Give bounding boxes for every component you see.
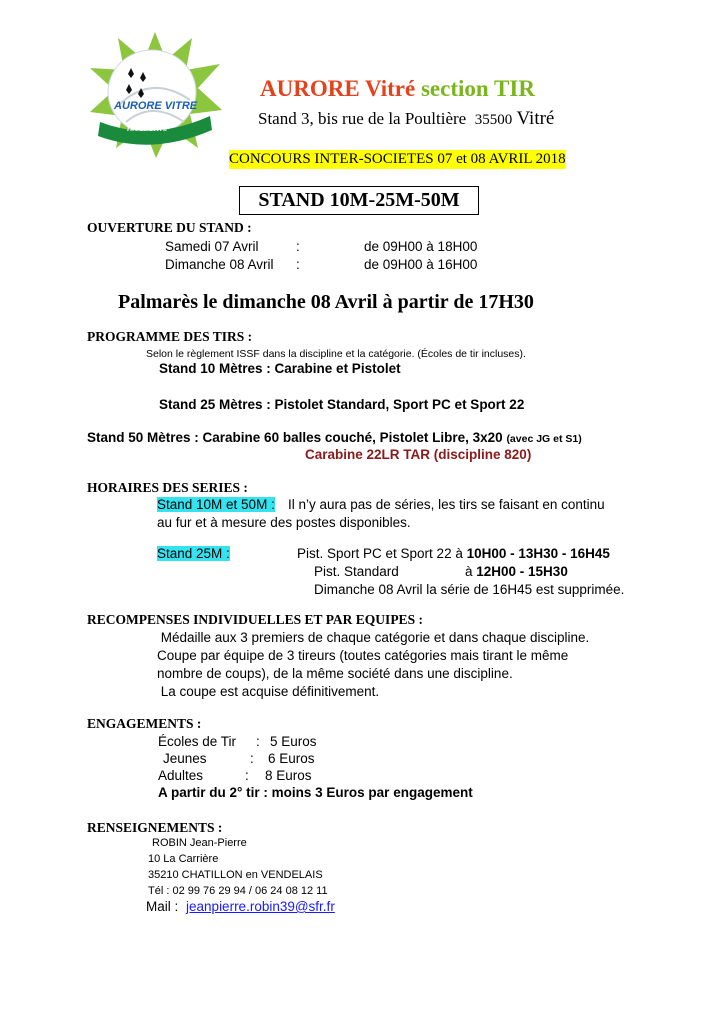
engagement-label-ecoles: Écoles de Tir [158,734,237,749]
recompenses-heading: RECOMPENSES INDIVIDUELLES ET PAR EQUIPES : [87,612,423,627]
address-city: Vitré [516,108,555,129]
opening-hours-2: de 09H00 à 16H00 [364,257,478,272]
section-name: section TIR [420,76,535,101]
engagement-sep-ecoles: : [256,734,260,749]
horaires-25-line2-prefix: Pist. Standard [314,564,399,579]
logo-text-bottom: TIR SPORTIF [126,126,170,133]
mail-label: Mail : [146,899,179,914]
programme-stand-50-red: Carabine 22LR TAR (discipline 820) [305,447,532,462]
mail-link[interactable]: jeanpierre.robin39@sfr.fr [186,899,335,914]
programme-intro: Selon le règlement ISSF dans la discipline et la catégorie. (Écoles de tir incluses). [146,348,526,360]
horaires-text-10-50-1: Il n’y aura pas de séries, les tirs se faisant en continu [288,497,605,512]
programme-stand-10: Stand 10 Mètres : Carabine et Pistolet [159,361,401,376]
horaires-25-line1-times: 10H00 - 13H30 - 16H45 [466,546,610,561]
horaires-25-line2-times: 12H00 - 15H30 [476,564,568,579]
opening-day-1: Samedi 07 Avril [165,239,259,254]
contact-phone: Tél : 02 99 76 29 94 / 06 24 08 12 11 [148,885,328,897]
engagement-price-ecoles: 5 Euros [270,734,317,749]
opening-hours-1: de 09H00 à 18H00 [364,239,478,254]
contact-mail [146,899,335,914]
engagement-price-jeunes: 6 Euros [268,751,315,766]
horaires-25-line3: Dimanche 08 Avril la série de 16H45 est supprimée. [314,582,625,597]
engagement-label-adultes: Adultes [158,768,204,783]
horaires-25-line2 [465,564,568,579]
recompenses-line-2: Coupe par équipe de 3 tireurs (toutes catégories mais tirant le même [157,648,569,663]
club-title [260,76,535,102]
engagement-price-adultes: 8 Euros [265,768,312,783]
engagement-discount: A partir du 2° tir : moins 3 Euros par engagement [158,785,473,800]
renseignements-heading: RENSEIGNEMENTS : [87,820,223,835]
programme-stand-50 [87,430,582,445]
horaires-heading: HORAIRES DES SERIES : [87,480,248,495]
engagement-sep-adultes: : [245,768,249,783]
club-name: AURORE Vitré [260,76,416,101]
engagements-heading: ENGAGEMENTS : [87,716,202,731]
logo-text-top: AURORE VITRE [114,100,198,112]
programme-heading: PROGRAMME DES TIRS : [87,329,253,344]
horaires-25-line1 [297,546,610,561]
horaires-text-10-50-2: au fur et à mesure des postes disponibles. [157,515,411,530]
opening-sep-2: : [296,257,300,272]
stand-box: STAND 10M-25M-50M [239,186,479,215]
horaires-label-10-50: Stand 10M et 50M : [157,497,275,512]
engagement-sep-jeunes: : [250,751,254,766]
contact-street: 10 La Carrière [148,853,219,865]
club-logo [86,30,224,160]
engagement-label-jeunes: Jeunes [163,751,207,766]
address-street: Stand 3, bis rue de la Poultière [258,109,467,128]
recompenses-line-1: Médaille aux 3 premiers de chaque catégorie et dans chaque discipline. [157,630,590,645]
programme-stand-50-note: (avec JG et S1) [506,433,582,445]
address-postcode: 35500 [474,112,513,128]
event-title: CONCOURS INTER-SOCIETES 07 et 08 AVRIL 2018 [229,151,566,167]
opening-sep-1: : [296,239,300,254]
recompenses-line-4: La coupe est acquise définitivement. [157,684,380,699]
opening-day-2: Dimanche 08 Avril [165,257,274,272]
programme-stand-50-text: Stand 50 Mètres : Carabine 60 balles couché, Pistolet Libre, 3x20 [87,430,503,445]
opening-heading: OUVERTURE DU STAND : [87,220,252,235]
recompenses-line-3: nombre de coups), de la même société dans une discipline. [157,666,513,681]
palmares-line: Palmarès le dimanche 08 Avril à partir de 17H30 [118,291,534,313]
horaires-25-line1-prefix: Pist. Sport PC et Sport 22 à [297,546,467,561]
contact-name: ROBIN Jean-Pierre [152,837,247,849]
programme-stand-25: Stand 25 Mètres : Pistolet Standard, Sport PC et Sport 22 [159,397,525,412]
horaires-label-25: Stand 25M : [157,546,230,561]
club-address [258,108,554,130]
contact-city: 35210 CHATILLON en VENDELAIS [148,869,323,881]
horaires-25-line2-a: à [465,564,477,579]
